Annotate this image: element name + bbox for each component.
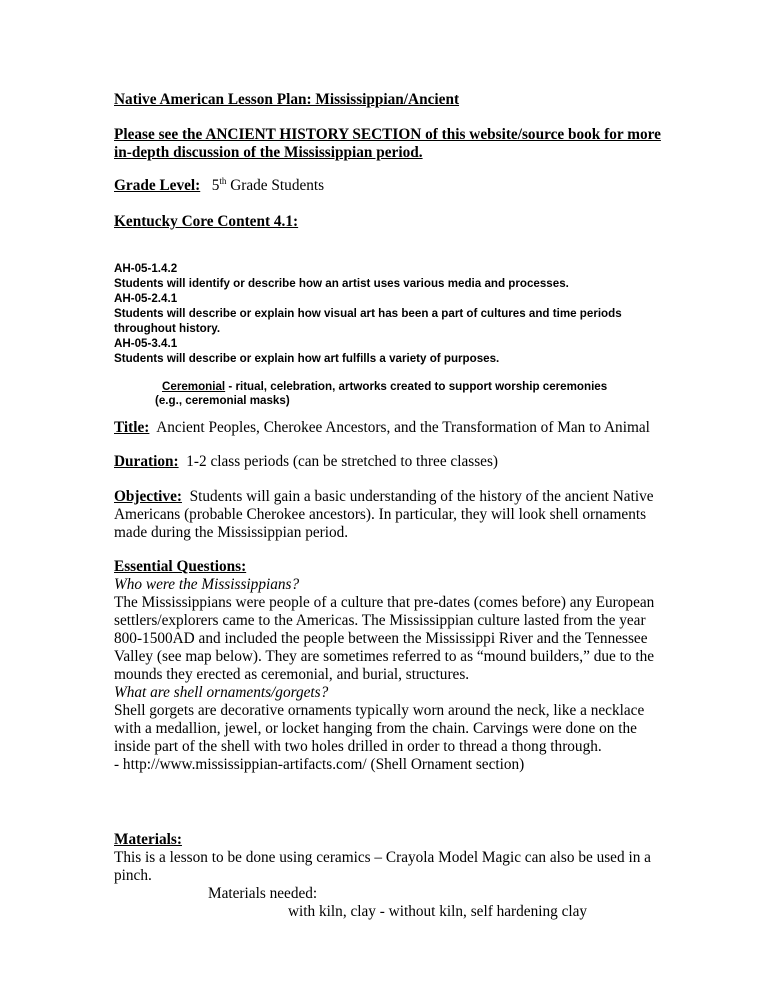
- objective-label: Objective:: [114, 488, 182, 505]
- title-line: [114, 419, 650, 437]
- materials-needed-label: Materials needed:: [208, 885, 318, 902]
- materials-list: with kiln, clay - without kiln, self hardening clay: [288, 903, 588, 920]
- ceremonial-term: Ceremonial: [162, 380, 226, 393]
- answer-line: settlers/explorers came to the Americas. The Mississippian culture lasted from the year: [114, 612, 646, 629]
- standard-line: AH-05-1.4.2: [114, 262, 178, 275]
- materials-text: pinch.: [114, 867, 152, 884]
- objective-text: made during the Mississippian period.: [114, 524, 349, 541]
- materials-text: This is a lesson to be done using ceramics – Crayola Model Magic can also be used in a: [114, 849, 651, 866]
- notice-line: Please see the ANCIENT HISTORY SECTION of this website/source book for more: [114, 126, 661, 143]
- essential-questions-heading: Essential Questions:: [114, 558, 247, 575]
- title-label: Title:: [114, 419, 150, 436]
- answer-line: The Mississippians were people of a culture that pre-dates (comes before) any European: [114, 594, 655, 611]
- title-value: Ancient Peoples, Cherokee Ancestors, and the Transformation of Man to Animal: [149, 419, 650, 436]
- standard-line: Students will identify or describe how an artist uses various media and processes.: [114, 277, 569, 290]
- materials-heading: Materials:: [114, 831, 182, 848]
- ceremonial-example: (e.g., ceremonial masks): [155, 394, 290, 407]
- grade-label: Grade Level:: [114, 177, 201, 194]
- duration-line: [114, 453, 498, 471]
- objective-text: Students will gain a basic understanding of the history of the ancient Native: [181, 488, 654, 505]
- grade-value: Grade Students: [226, 177, 325, 194]
- ceremonial-def: - ritual, celebration, artworks created to support worship ceremonies: [225, 380, 608, 393]
- document-heading: Native American Lesson Plan: Mississippian/Ancient: [114, 91, 460, 108]
- core-content-heading: Kentucky Core Content 4.1:: [114, 213, 299, 230]
- grade-level: [114, 177, 324, 195]
- standard-line: Students will describe or explain how art fulfills a variety of purposes.: [114, 352, 500, 365]
- question: Who were the Mississippians?: [114, 576, 300, 593]
- duration-label: Duration:: [114, 453, 179, 470]
- standard-line: AH-05-2.4.1: [114, 292, 178, 305]
- answer-line: 800-1500AD and included the people between the Mississippi River and the Tennessee: [114, 630, 648, 647]
- grade-sup: th: [219, 175, 227, 186]
- question: What are shell ornaments/gorgets?: [114, 684, 329, 701]
- standard-line: Students will describe or explain how visual art has been a part of cultures and time periods: [114, 307, 622, 320]
- grade-num: 5: [211, 177, 220, 194]
- duration-value: 1-2 class periods (can be stretched to three classes): [178, 453, 499, 470]
- notice-line: in-depth discussion of the Mississippian period.: [114, 144, 423, 161]
- source-reference: - http://www.mississippian-artifacts.com/ (Shell Ornament section): [114, 756, 525, 773]
- objective-line: [114, 488, 654, 506]
- standard-line: AH-05-3.4.1: [114, 337, 178, 350]
- ceremonial-definition: [162, 379, 607, 394]
- answer-line: with a medallion, jewel, or locket hanging from the chain. Carvings were done on the: [114, 720, 637, 737]
- standard-line: throughout history.: [114, 322, 221, 335]
- answer-line: Valley (see map below). They are sometimes referred to as “mound builders,” due to the: [114, 648, 655, 665]
- answer-line: mounds they erected as ceremonial, and burial, structures.: [114, 666, 470, 683]
- answer-line: Shell gorgets are decorative ornaments typically worn around the neck, like a necklace: [114, 702, 645, 719]
- objective-text: Americans (probable Cherokee ancestors). In particular, they will look shell ornaments: [114, 506, 647, 523]
- answer-line: inside part of the shell with two holes drilled in order to thread a thong through.: [114, 738, 602, 755]
